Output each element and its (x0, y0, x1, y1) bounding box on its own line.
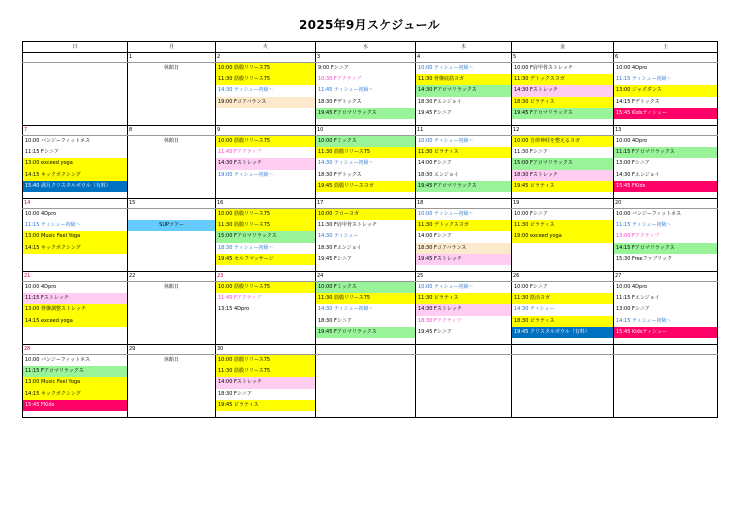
class-entry: 15:00 Fアロマリラックス (216, 231, 315, 242)
day-cell[interactable] (316, 136, 416, 199)
class-entry: 10:00 ティシュー初級～ (418, 284, 474, 290)
class-entry: 11:30 筋膜リリース75 (216, 220, 315, 231)
day-number: 15 (128, 199, 216, 209)
day-number: 2 (216, 53, 316, 63)
class-entry: 18:30 エンジョイ (418, 171, 459, 178)
class-entry: 14:15 ティシュー初級～ (616, 317, 672, 324)
class-entry: 11:15 ティシュー初級～ (25, 222, 81, 229)
day-number: 4 (416, 53, 512, 63)
day-number: 20 (614, 199, 718, 209)
day-number (316, 345, 416, 355)
day-cell[interactable] (316, 209, 416, 272)
day-cell[interactable] (216, 355, 316, 418)
class-entry: 14:30 Fアロマリラックス (416, 85, 511, 96)
class-entry: 11:30 筋膜リリース75 (216, 366, 315, 377)
week-row (23, 136, 718, 199)
weekday-wednesday: 水 (316, 42, 416, 53)
day-number: 30 (216, 345, 316, 355)
week-row (23, 63, 718, 126)
class-entry: 15:40 満月クリスタルボウル（有料） (23, 181, 127, 192)
class-entry: 11:30 陰活ヨガ (512, 293, 613, 304)
day-number: 10 (316, 126, 416, 136)
day-number (614, 345, 718, 355)
weekday-monday: 月 (128, 42, 216, 53)
page-title: 2025年9月スケジュール (299, 18, 440, 32)
class-entry: 10:00 Fシニア (514, 284, 548, 290)
class-entry: 11:15 Fアロマリラックス (614, 147, 717, 158)
day-cell[interactable] (316, 63, 416, 126)
class-entry: 14:00 Fシニア (418, 233, 452, 240)
class-entry: 11:30 ピラティス (512, 220, 613, 231)
day-number: 17 (316, 199, 416, 209)
class-entry: 9:00 Fシニア (318, 65, 349, 71)
day-cell[interactable] (614, 136, 718, 199)
day-cell[interactable] (416, 282, 512, 345)
day-cell[interactable] (316, 282, 416, 345)
day-cell[interactable] (216, 63, 316, 126)
day-number (512, 345, 614, 355)
class-entry: 休館日 (163, 65, 179, 71)
class-entry: 11:30 筋膜リリース75 (216, 74, 315, 85)
day-number: 12 (512, 126, 614, 136)
class-entry: 18:30 Fデトックス (318, 171, 362, 178)
day-cell[interactable] (614, 209, 718, 272)
class-entry: 10:00 フローヨガ (316, 209, 415, 220)
class-entry: 15:45 Kidsティシュー (614, 108, 717, 119)
class-entry: 10:00 4Dpro (25, 284, 57, 290)
class-entry: 15:45 Kidsティシュー (614, 327, 717, 338)
class-entry: 11:30 ピラティス (416, 147, 511, 158)
day-number: 9 (216, 126, 316, 136)
class-entry: 10:00 Fミックス (316, 136, 415, 147)
day-cell[interactable] (512, 282, 614, 345)
day-cell[interactable] (23, 63, 128, 126)
day-number: 8 (128, 126, 216, 136)
class-entry: 14:30 ティシュー初級～ (318, 160, 374, 167)
class-entry: 19:00 Fコアバランス (216, 97, 315, 108)
class-entry: 11:15 Fシニア (25, 149, 59, 156)
day-number: 11 (416, 126, 512, 136)
weekday-saturday: 土 (614, 42, 718, 53)
class-entry: 10:00 Fシニア (514, 211, 548, 217)
class-entry: 11:30 Fシニア (514, 149, 548, 156)
week-row (23, 209, 718, 272)
week-row (23, 355, 718, 418)
class-entry: 19:45 筋膜リリースヨガ (316, 181, 415, 192)
day-number: 7 (23, 126, 128, 136)
class-entry: 14:15 キックボクシング (23, 389, 127, 400)
class-entry: 19:45 Fアロマリラックス (316, 327, 415, 338)
day-number (416, 345, 512, 355)
class-entry: 10:00 筋膜リリース75 (216, 63, 315, 74)
class-entry: 11:30 筋膜リリース75 (316, 293, 415, 304)
day-cell[interactable] (614, 355, 718, 418)
day-cell[interactable] (416, 355, 512, 418)
class-entry: 10:00 4Dpro (616, 138, 648, 144)
class-entry: 11:30 ピラティス (416, 293, 511, 304)
class-entry: 14:30 ティシュー (514, 306, 555, 313)
class-entry: 18:30 Fデトックス (318, 98, 362, 105)
class-entry: 14:15 キックボクシング (23, 170, 127, 181)
day-cell[interactable] (416, 209, 512, 272)
class-entry: 14:15 Fアロマリラックス (614, 243, 717, 254)
class-entry: 19:45 Fアロマリラックス (316, 108, 415, 119)
class-entry: 10:00 自律神経を整えるヨガ (512, 136, 613, 147)
class-entry: 10:00 ティシュー初級～ (418, 138, 474, 144)
class-entry: 10:00 筋膜リリース75 (216, 209, 315, 220)
class-entry: 休館日 (163, 284, 179, 290)
day-cell[interactable] (316, 355, 416, 418)
class-entry: 11:15 Fアロマリラックス (23, 366, 127, 377)
class-entry: 10:00 ティシュー初級～ (418, 65, 474, 71)
class-entry: 13:00 Fシニア (616, 160, 650, 167)
class-entry: 13:15 4Dpro (218, 306, 250, 313)
class-entry: 11:30 デトックスヨガ (512, 74, 613, 85)
date-number-row (23, 199, 718, 209)
class-entry: 14:30 Fストレッチ (512, 85, 613, 96)
class-entry: 11:15 ティシュー初級～ (616, 76, 672, 83)
class-entry: 19:45 Fシニア (418, 109, 452, 116)
class-entry: 14:15 exceed yoga (23, 316, 127, 327)
class-entry: 14:30 Fストレッチ (416, 304, 511, 315)
class-entry: 18:30 Fコアバランス (416, 243, 511, 254)
class-entry: 19:45 Fストレッチ (416, 254, 511, 265)
class-entry: 11:15 Fストレッチ (23, 293, 127, 304)
class-entry: 19:45 Fシニア (418, 328, 452, 335)
day-cell[interactable] (512, 355, 614, 418)
weekday-header-row (23, 42, 718, 53)
class-entry: 18:30 Fアクティブ (418, 317, 462, 324)
class-entry: 13:00 Music Feel Yoga (23, 231, 127, 242)
class-entry: 19:45 Fアロマリラックス (416, 181, 511, 192)
class-entry: 13:00 Music Feel Yoga (23, 377, 127, 388)
class-entry: 19:45 ピラティス (512, 181, 613, 192)
class-entry: 19:45 Fアロマリラックス (512, 108, 613, 119)
day-cell[interactable] (128, 355, 216, 418)
day-number: 13 (614, 126, 718, 136)
class-entry: 11:15 Fエンジョイ (616, 295, 660, 302)
class-entry: 10:00 4Dpro (25, 211, 57, 217)
day-cell[interactable] (23, 282, 128, 345)
class-entry: 14:15 キックボクシング (23, 243, 127, 254)
class-entry: 11:30 骨盤底筋ヨガ (416, 74, 511, 85)
class-entry: 14:00 Fシニア (418, 160, 452, 167)
class-entry: 19:45 クリスタルボウル（有料） (512, 327, 613, 338)
day-cell[interactable] (614, 63, 718, 126)
class-entry: 19:00 ティシュー初級～ (218, 171, 274, 178)
weekday-sunday: 日 (23, 42, 128, 53)
day-number: 25 (416, 272, 512, 282)
class-entry: 10:30 Fアクティブ (318, 76, 362, 83)
class-entry (128, 209, 215, 220)
day-number: 3 (316, 53, 416, 63)
weekday-friday: 金 (512, 42, 614, 53)
day-cell[interactable] (216, 209, 316, 272)
class-entry: 15:45 FKids (614, 181, 717, 192)
date-number-row (23, 272, 718, 282)
class-entry: 11:45 Fアクティブ (218, 149, 262, 156)
class-entry: 11:30 筋膜リリース75 (316, 147, 415, 158)
day-number: 26 (512, 272, 614, 282)
day-number: 22 (128, 272, 216, 282)
day-cell[interactable] (512, 63, 614, 126)
class-entry: 18:30 ティシュー初級～ (218, 244, 274, 251)
class-entry: 19:00 exceed yoga (512, 231, 613, 242)
day-cell[interactable] (416, 136, 512, 199)
day-number: 24 (316, 272, 416, 282)
class-entry: 10:00 バンジーフィットネス (25, 138, 91, 144)
day-number: 21 (23, 272, 128, 282)
class-entry: 10:00 Fミックス (316, 282, 415, 293)
class-entry: 11:45 Fアクティブ (218, 295, 262, 302)
date-number-row (23, 126, 718, 136)
class-entry: 14:30 ティシュー初級～ (318, 306, 374, 313)
day-cell[interactable] (23, 355, 128, 418)
weekday-tuesday: 火 (216, 42, 316, 53)
date-number-row (23, 345, 718, 355)
class-entry: 10:00 筋膜リリース75 (216, 136, 315, 147)
day-number: 16 (216, 199, 316, 209)
date-number-row (23, 53, 718, 63)
class-entry: 10:00 ティシュー初級～ (418, 211, 474, 217)
class-entry: 19:45 ピラティス (216, 400, 315, 411)
day-cell[interactable] (23, 209, 128, 272)
class-entry: 14:30 ティシュー (318, 233, 359, 240)
class-entry: 19:45 セルフマッサージ (216, 254, 315, 265)
day-number: 14 (23, 199, 128, 209)
class-entry: 10:00 4Dpro (616, 284, 648, 290)
calendar-grid (22, 41, 718, 418)
day-number: 1 (128, 53, 216, 63)
class-entry: 14:30 Fストレッチ (216, 158, 315, 169)
day-number (23, 53, 128, 63)
class-entry: SUPツアー (128, 220, 215, 231)
day-cell[interactable] (128, 63, 216, 126)
week-row (23, 282, 718, 345)
class-entry: 11:30 F肩甲骨ストレッチ (318, 222, 377, 229)
class-entry: 15:30 Freeファブリック (616, 255, 673, 262)
class-entry: 14:30 ティシュー初級～ (218, 87, 274, 94)
weekday-thursday: 木 (416, 42, 512, 53)
class-entry: 18:30 Fストレッチ (512, 170, 613, 181)
day-number: 23 (216, 272, 316, 282)
class-entry: 10:00 F肩甲骨ストレッチ (514, 65, 573, 71)
class-entry: 10:00 バンジーフィットネス (616, 211, 682, 217)
day-cell[interactable] (128, 209, 216, 272)
class-entry: 14:15 Fデトックス (616, 98, 660, 105)
class-entry: 11:15 ティシュー初級～ (616, 222, 672, 229)
class-entry: 13:00 骨盤調整ストレッチ (23, 304, 127, 315)
class-entry: 休館日 (163, 357, 179, 363)
day-cell[interactable] (216, 282, 316, 345)
class-entry: 13:00 ジャズダンス (614, 85, 717, 96)
day-cell[interactable] (23, 136, 128, 199)
class-entry: 18:30 ピラティス (512, 97, 613, 108)
day-cell[interactable] (216, 136, 316, 199)
class-entry: 19:45 Fシニア (318, 255, 352, 262)
day-cell[interactable] (614, 282, 718, 345)
day-number: 5 (512, 53, 614, 63)
day-cell[interactable] (512, 136, 614, 199)
day-number: 29 (128, 345, 216, 355)
day-cell[interactable] (128, 282, 216, 345)
class-entry: 10:00 筋膜リリース75 (216, 282, 315, 293)
day-number: 27 (614, 272, 718, 282)
class-entry: 18:30 Fエンジョイ (318, 244, 362, 251)
class-entry: 10:00 筋膜リリース75 (216, 355, 315, 366)
class-entry: 11:45 ティシュー初級～ (318, 87, 374, 94)
class-entry: 10:00 4Dpro (616, 65, 648, 71)
day-number: 6 (614, 53, 718, 63)
day-cell[interactable] (416, 63, 512, 126)
class-entry: 18:30 Fシニア (318, 317, 352, 324)
class-entry: 13:00 exceed yoga (23, 158, 127, 169)
class-entry: 14:00 Fストレッチ (216, 377, 315, 388)
class-entry: 13:00 Fシニア (616, 306, 650, 313)
day-number: 28 (23, 345, 128, 355)
class-entry: 11:30 デトックスヨガ (416, 220, 511, 231)
day-number: 18 (416, 199, 512, 209)
day-number: 19 (512, 199, 614, 209)
class-entry: 休館日 (163, 138, 179, 144)
class-entry: 10:00 バンジーフィットネス (25, 357, 91, 363)
class-entry: 18:30 Fエンジョイ (418, 98, 462, 105)
day-cell[interactable] (512, 209, 614, 272)
class-entry: 18:30 Fシニア (218, 390, 252, 397)
class-entry: 13:00 Fアクティブ (616, 233, 660, 240)
class-entry: 18:30 ピラティス (512, 316, 613, 327)
day-cell[interactable] (128, 136, 216, 199)
class-entry: 14:30 Fエンジョイ (616, 171, 660, 178)
class-entry: 15:00 Fアロマリラックス (512, 158, 613, 169)
class-entry: 15:45 FKids (23, 400, 127, 411)
